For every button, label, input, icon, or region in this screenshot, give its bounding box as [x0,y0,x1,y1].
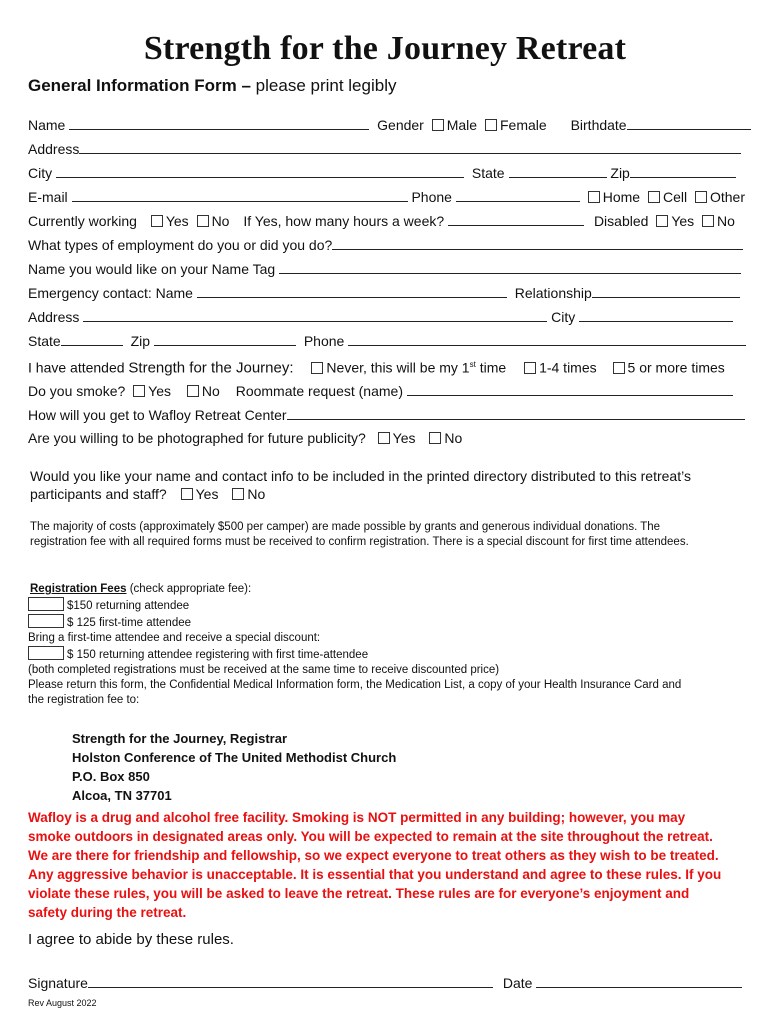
revision-note: Rev August 2022 [28,998,97,1008]
disabled-no-checkbox[interactable] [702,215,714,227]
city-field[interactable] [56,164,464,178]
employment-field[interactable] [332,236,743,250]
city-row: City State Zip [28,164,736,182]
hours-field[interactable] [448,212,584,226]
photo-row: Are you willing to be photographed for future publicity? Yes No [28,430,463,446]
emergency-city-field[interactable] [579,308,733,322]
disabled-yes-checkbox[interactable] [656,215,668,227]
page-title: Strength for the Journey Retreat [143,30,627,67]
photo-no-checkbox[interactable] [429,432,441,444]
date-field[interactable] [536,974,742,988]
times-1-4-checkbox[interactable] [524,362,536,374]
address-row: Address [28,140,741,158]
agreement-statement: I agree to abide by these rules. [28,931,234,948]
registration-fees: Registration Fees (check appropriate fee): $150 returning attendee $ 125 first-time attendee Bring a first-time attendee and receive a special discount: $ 150 returning attendee registering with first time-attendee (both completed registrations must be received at the same time to receive discounted price) Please return this form, the Confidential Medical Information form, the Medication List, a copy of your Health Insurance Card and the registration fee to: [28,583,682,706]
name-row: Name Gender Male Female Birthdate [28,116,751,134]
signature-field[interactable] [88,974,493,988]
directory-yes-checkbox[interactable] [181,488,193,500]
travel-field[interactable] [287,406,745,420]
home-checkbox[interactable] [588,191,600,203]
cell-checkbox[interactable] [648,191,660,203]
fee-discount-box[interactable] [28,646,64,660]
smoke-row: Do you smoke? Yes No Roommate request (name) [28,382,733,400]
working-row: Currently working Yes No If Yes, how many hours a week? Disabled Yes No [28,213,735,229]
smoke-no-checkbox[interactable] [187,385,199,397]
working-no-checkbox[interactable] [197,215,209,227]
nametag-field[interactable] [279,260,741,274]
roommate-field[interactable] [407,382,733,396]
state-field[interactable] [509,164,607,178]
emergency-zip-field[interactable] [154,332,296,346]
email-field[interactable] [72,188,408,202]
fee-125-box[interactable] [28,614,64,628]
nametag-row: Name you would like on your Name Tag [28,260,741,278]
male-checkbox[interactable] [432,119,444,131]
emergency-address-row: Address City [28,308,733,326]
signature-row: Signature Date [28,974,742,992]
attended-row: I have attended Strength for the Journey: Never, this will be my 1st time 1-4 times 5 or more times [28,359,725,377]
directory-no-checkbox[interactable] [232,488,244,500]
emergency-state-field[interactable] [61,332,123,346]
working-yes-checkbox[interactable] [151,215,163,227]
emergency-state-row: State Zip Phone [28,332,746,350]
smoke-yes-checkbox[interactable] [133,385,145,397]
times-5-plus-checkbox[interactable] [613,362,625,374]
never-checkbox[interactable] [311,362,323,374]
phone-field[interactable] [456,188,580,202]
emergency-address-field[interactable] [83,308,547,322]
zip-field[interactable] [630,164,736,178]
directory-question: Would you like your name and contact info to be included in the printed directory distributed to this retreat’s participants and staff? Yes No [30,468,691,502]
emergency-row: Emergency contact: Name Relationship [28,284,740,302]
employment-row: What types of employment do you or did you do? [28,236,743,254]
email-row: E-mail Phone Home Cell Other [28,189,745,205]
name-field[interactable] [69,116,369,130]
emergency-name-field[interactable] [197,284,507,298]
travel-row: How will you get to Wafloy Retreat Center [28,406,745,424]
costs-note: The majority of costs (approximately $500 per camper) are made possible by grants and generous individual donations. The registration fee with all required forms must be received to confirm registration. There is a special discount for first time attendees. [30,521,689,548]
photo-yes-checkbox[interactable] [378,432,390,444]
rules-text: Wafloy is a drug and alcohol free facility. Smoking is NOT permitted in any building; however, you may smoke outdoors in designated areas only. You will be expected to remain at the site throughout the retreat. We are there for friendship and fellowship, so we expect everyone to treat others as they wish to be treated. Any aggressive behavior is unacceptable. It is essential that you understand and agree to these rules. If you violate these rules, you will be asked to leave the retreat. These rules are for everyone’s enjoyment and safety during the retreat. [28,810,722,920]
birthdate-field[interactable] [627,116,751,130]
female-checkbox[interactable] [485,119,497,131]
form-subtitle: General Information Form – please print legibly [28,76,397,95]
emergency-phone-field[interactable] [348,332,746,346]
other-checkbox[interactable] [695,191,707,203]
address-field[interactable] [79,140,741,154]
relationship-field[interactable] [592,284,740,298]
fee-150-box[interactable] [28,597,64,611]
mailing-address: Strength for the Journey, Registrar Holston Conference of The United Methodist Church P.O. Box 850 Alcoa, TN 37701 [72,731,397,803]
